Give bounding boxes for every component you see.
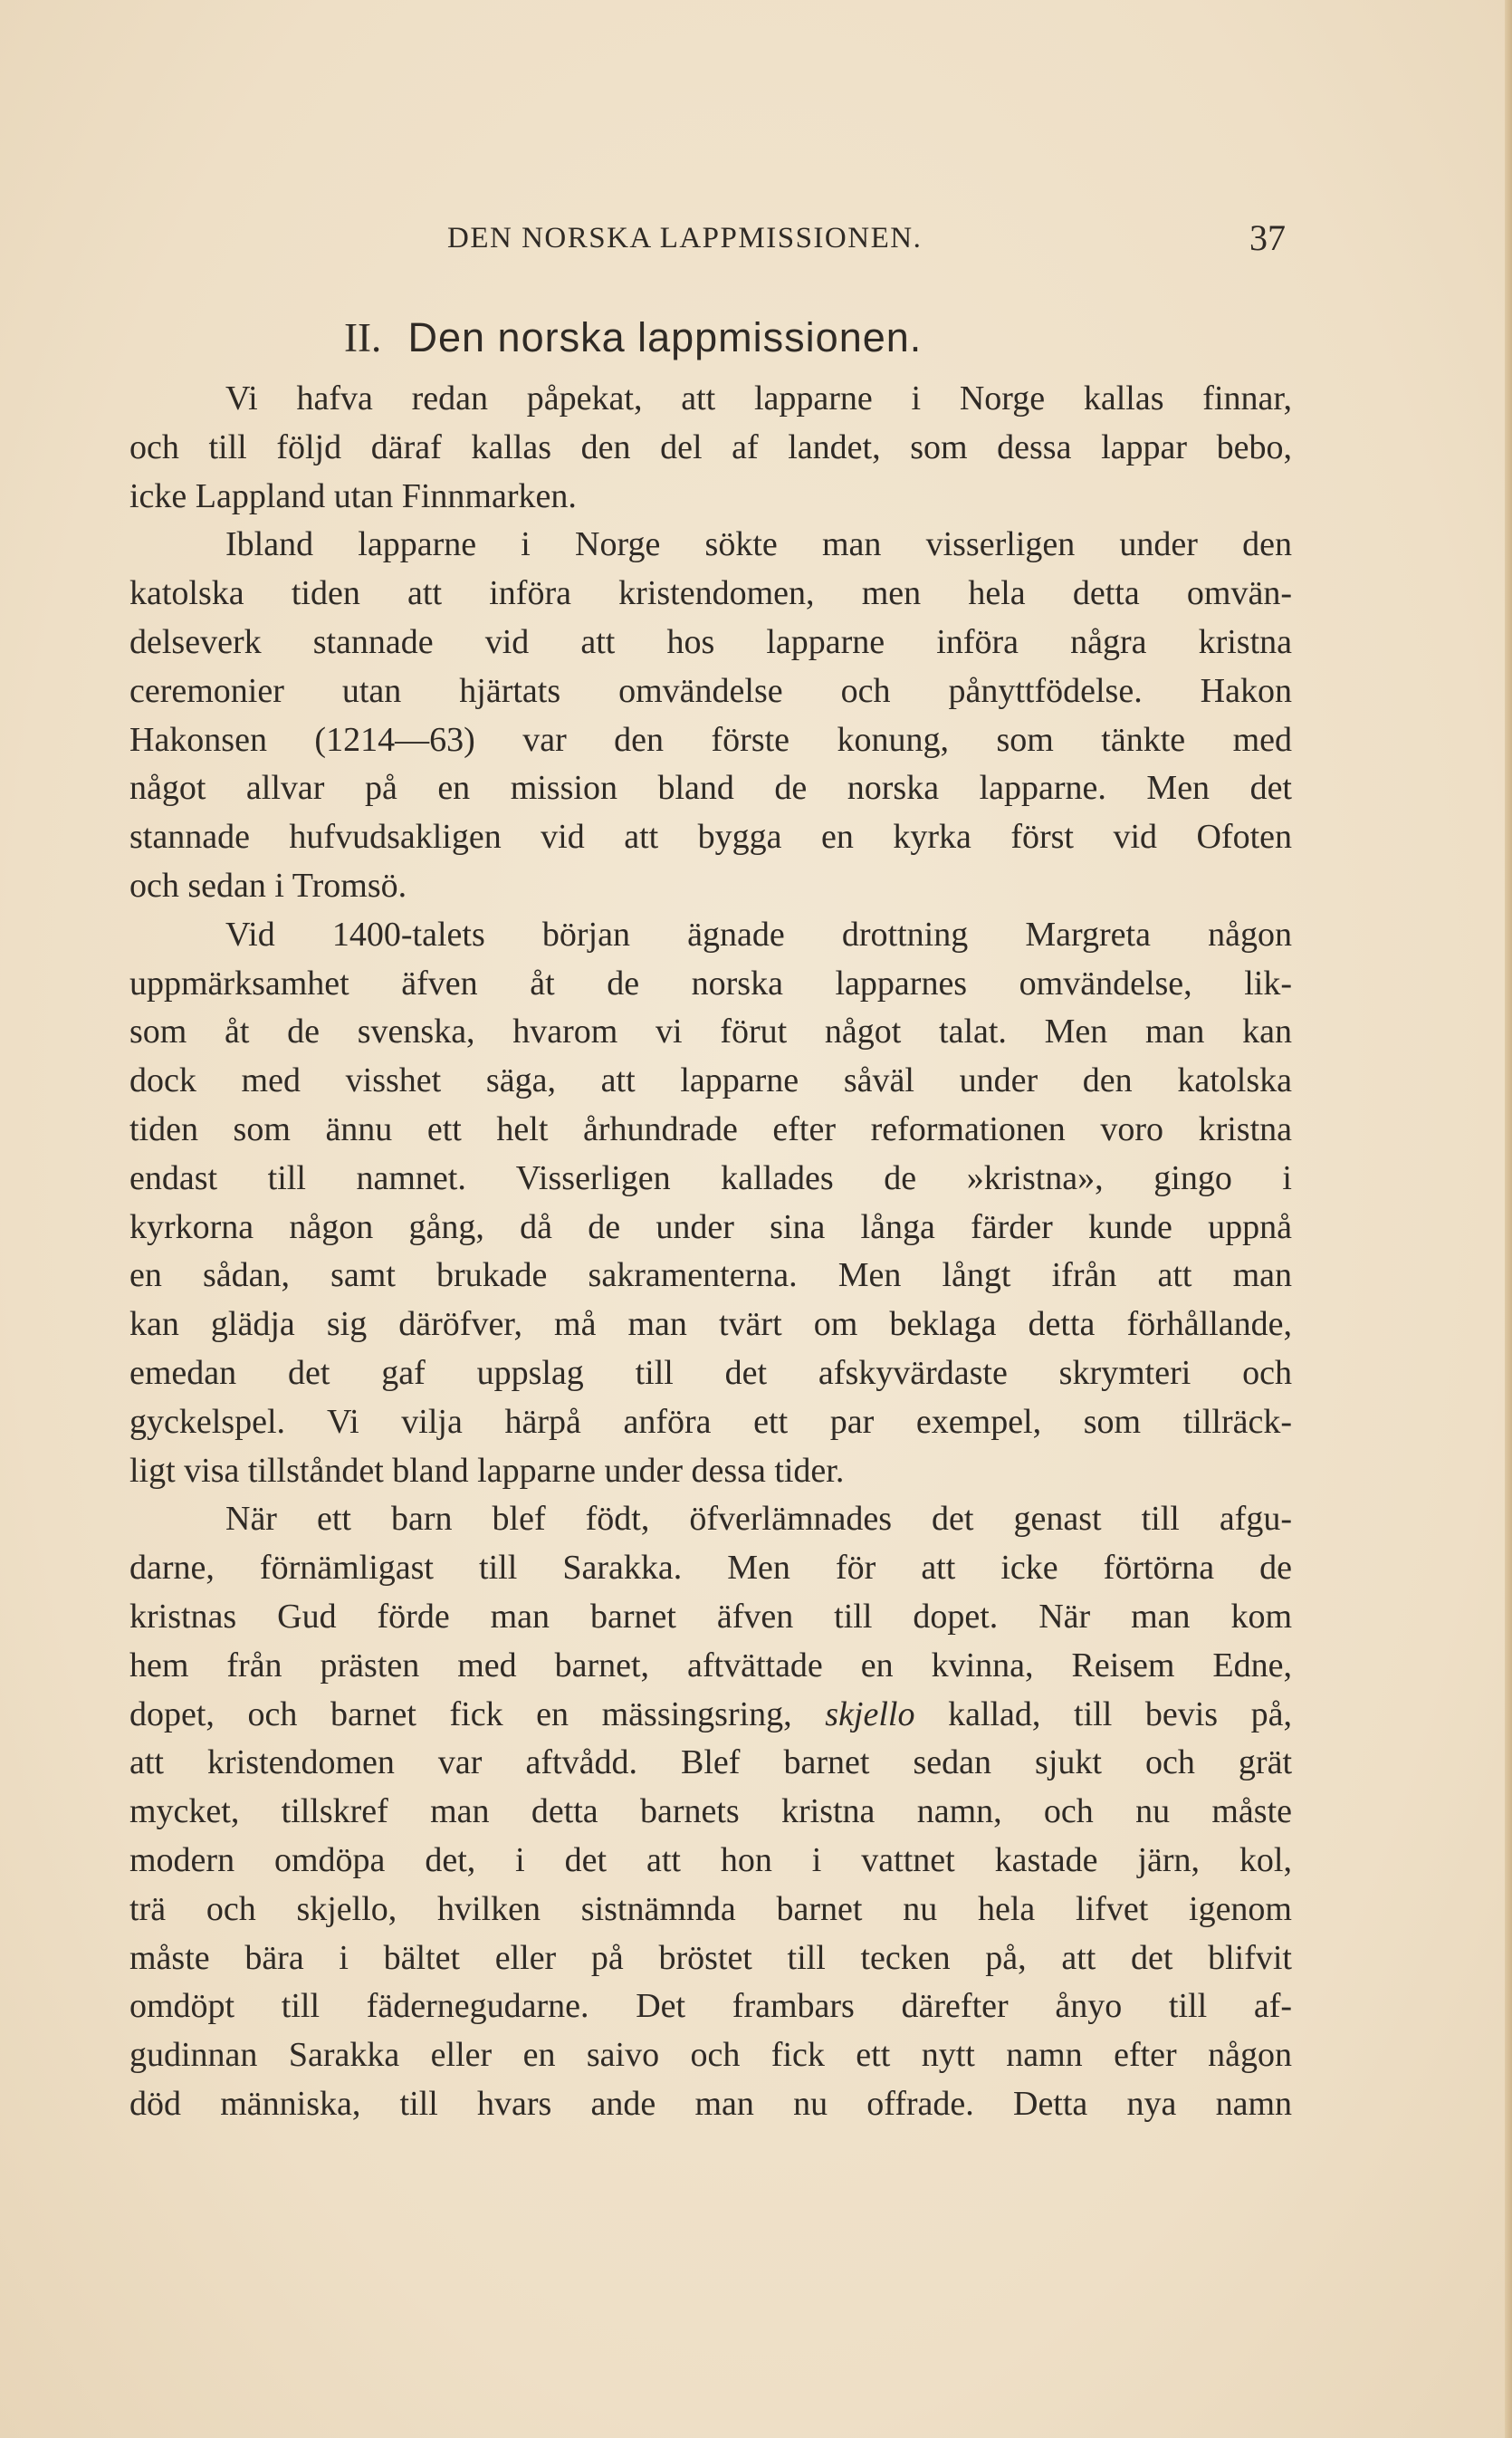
text-line: icke Lappland utan Finnmarken. — [129, 476, 577, 515]
text-line: uppmärksamhet äfven åt de norska lapparnes omvändelse, lik- — [129, 964, 1292, 1003]
text-segment: dopet, och barnet fick en mässingsring, — [129, 1694, 792, 1733]
text-line: delseverk stannade vid att hos lapparne införa några kristna — [129, 622, 1292, 661]
running-head-title: DEN NORSKA LAPPMISSIONEN. — [447, 222, 923, 254]
text-line: gudinnan Sarakka eller en saivo och fick ett nytt namn efter någon — [129, 2036, 1292, 2075]
text-line: kan glädja sig däröfver, må man tvärt om beklaga detta förhållande, — [129, 1305, 1292, 1344]
chapter-number: II. — [344, 315, 382, 360]
text-line: kyrkorna någon gång, då de under sina långa färder kunde uppnå — [129, 1207, 1292, 1246]
running-head — [0, 216, 1512, 261]
text-line: som åt de svenska, hvarom vi förut något talat. Men man kan — [129, 1013, 1292, 1051]
text-line: Vid 1400-talets början ägnade drottning Margreta någon — [225, 915, 1292, 954]
text-line: trä och skjello, hvilken sistnämnda barnet nu hela lifvet igenom — [129, 1889, 1292, 1928]
body-text — [129, 375, 1292, 2129]
chapter-title: Den norska lappmissionen. — [407, 314, 923, 360]
text-line: emedan det gaf uppslag till det afskyvärdaste skrymteri och — [129, 1353, 1292, 1392]
text-line: omdöpt till fädernegudarne. Det frambars därefter ånyo till af- — [129, 1987, 1292, 2026]
text-segment: kallad, till bevis på, — [948, 1694, 1293, 1733]
page-number: 37 — [1249, 217, 1286, 258]
text-line: och till följd däraf kallas den del af landet, som dessa lappar bebo, — [129, 427, 1292, 466]
text-line: något allvar på en mission bland de norska lapparne. Men det — [129, 769, 1292, 808]
text-line: ligt visa tillståndet bland lapparne under dessa tider. — [129, 1451, 845, 1490]
text-line: stannade hufvudsakligen vid att bygga en kyrka först vid Ofoten — [129, 818, 1292, 857]
text-line: Vi hafva redan påpekat, att lapparne i Norge kallas finnar, — [225, 379, 1292, 418]
text-line: och sedan i Tromsö. — [129, 866, 407, 905]
text-line: modern omdöpa det, i det att hon i vattnet kastade järn, kol, — [129, 1840, 1292, 1879]
text-line: hem från prästen med barnet, aftvättade en kvinna, Reisem Edne, — [129, 1646, 1292, 1685]
text-line: ceremonier utan hjärtats omvändelse och pånyttfödelse. Hakon — [129, 671, 1292, 710]
chapter-heading — [344, 312, 1159, 363]
italic-term: skjello — [825, 1694, 915, 1733]
text-line — [129, 1691, 1292, 1740]
page-edge — [1505, 0, 1512, 2438]
text-line: en sådan, samt brukade sakramenterna. Men långt ifrån att man — [129, 1256, 1292, 1295]
text-line: död människa, till hvars ande man nu offrade. Detta nya namn — [129, 2084, 1292, 2123]
text-line: När ett barn blef födt, öfverlämnades det genast till afgu- — [225, 1500, 1292, 1539]
text-line: katolska tiden att införa kristendomen, men hela detta omvän- — [129, 574, 1292, 613]
text-line: att kristendomen var aftvådd. Blef barnet sedan sjukt och grät — [129, 1743, 1292, 1782]
text-line: Ibland lapparne i Norge sökte man visserligen under den — [225, 525, 1292, 564]
text-line: endast till namnet. Visserligen kallades de »kristna», gingo i — [129, 1158, 1292, 1197]
text-line: måste bära i bältet eller på bröstet till tecken på, att det blifvit — [129, 1938, 1292, 1977]
text-line: mycket, tillskref man detta barnets kristna namn, och nu måste — [129, 1792, 1292, 1831]
text-line: kristnas Gud förde man barnet äfven till dopet. När man kom — [129, 1597, 1292, 1636]
text-line: Hakonsen (1214—63) var den förste konung, som tänkte med — [129, 720, 1292, 759]
text-line: darne, förnämligast till Sarakka. Men för att icke förtörna de — [129, 1549, 1292, 1588]
text-line: tiden som ännu ett helt århundrade efter reformationen voro kristna — [129, 1109, 1292, 1148]
text-line: gyckelspel. Vi vilja härpå anföra ett par exempel, som tillräck- — [129, 1402, 1292, 1441]
text-line: dock med visshet säga, att lapparne såväl under den katolska — [129, 1061, 1292, 1100]
